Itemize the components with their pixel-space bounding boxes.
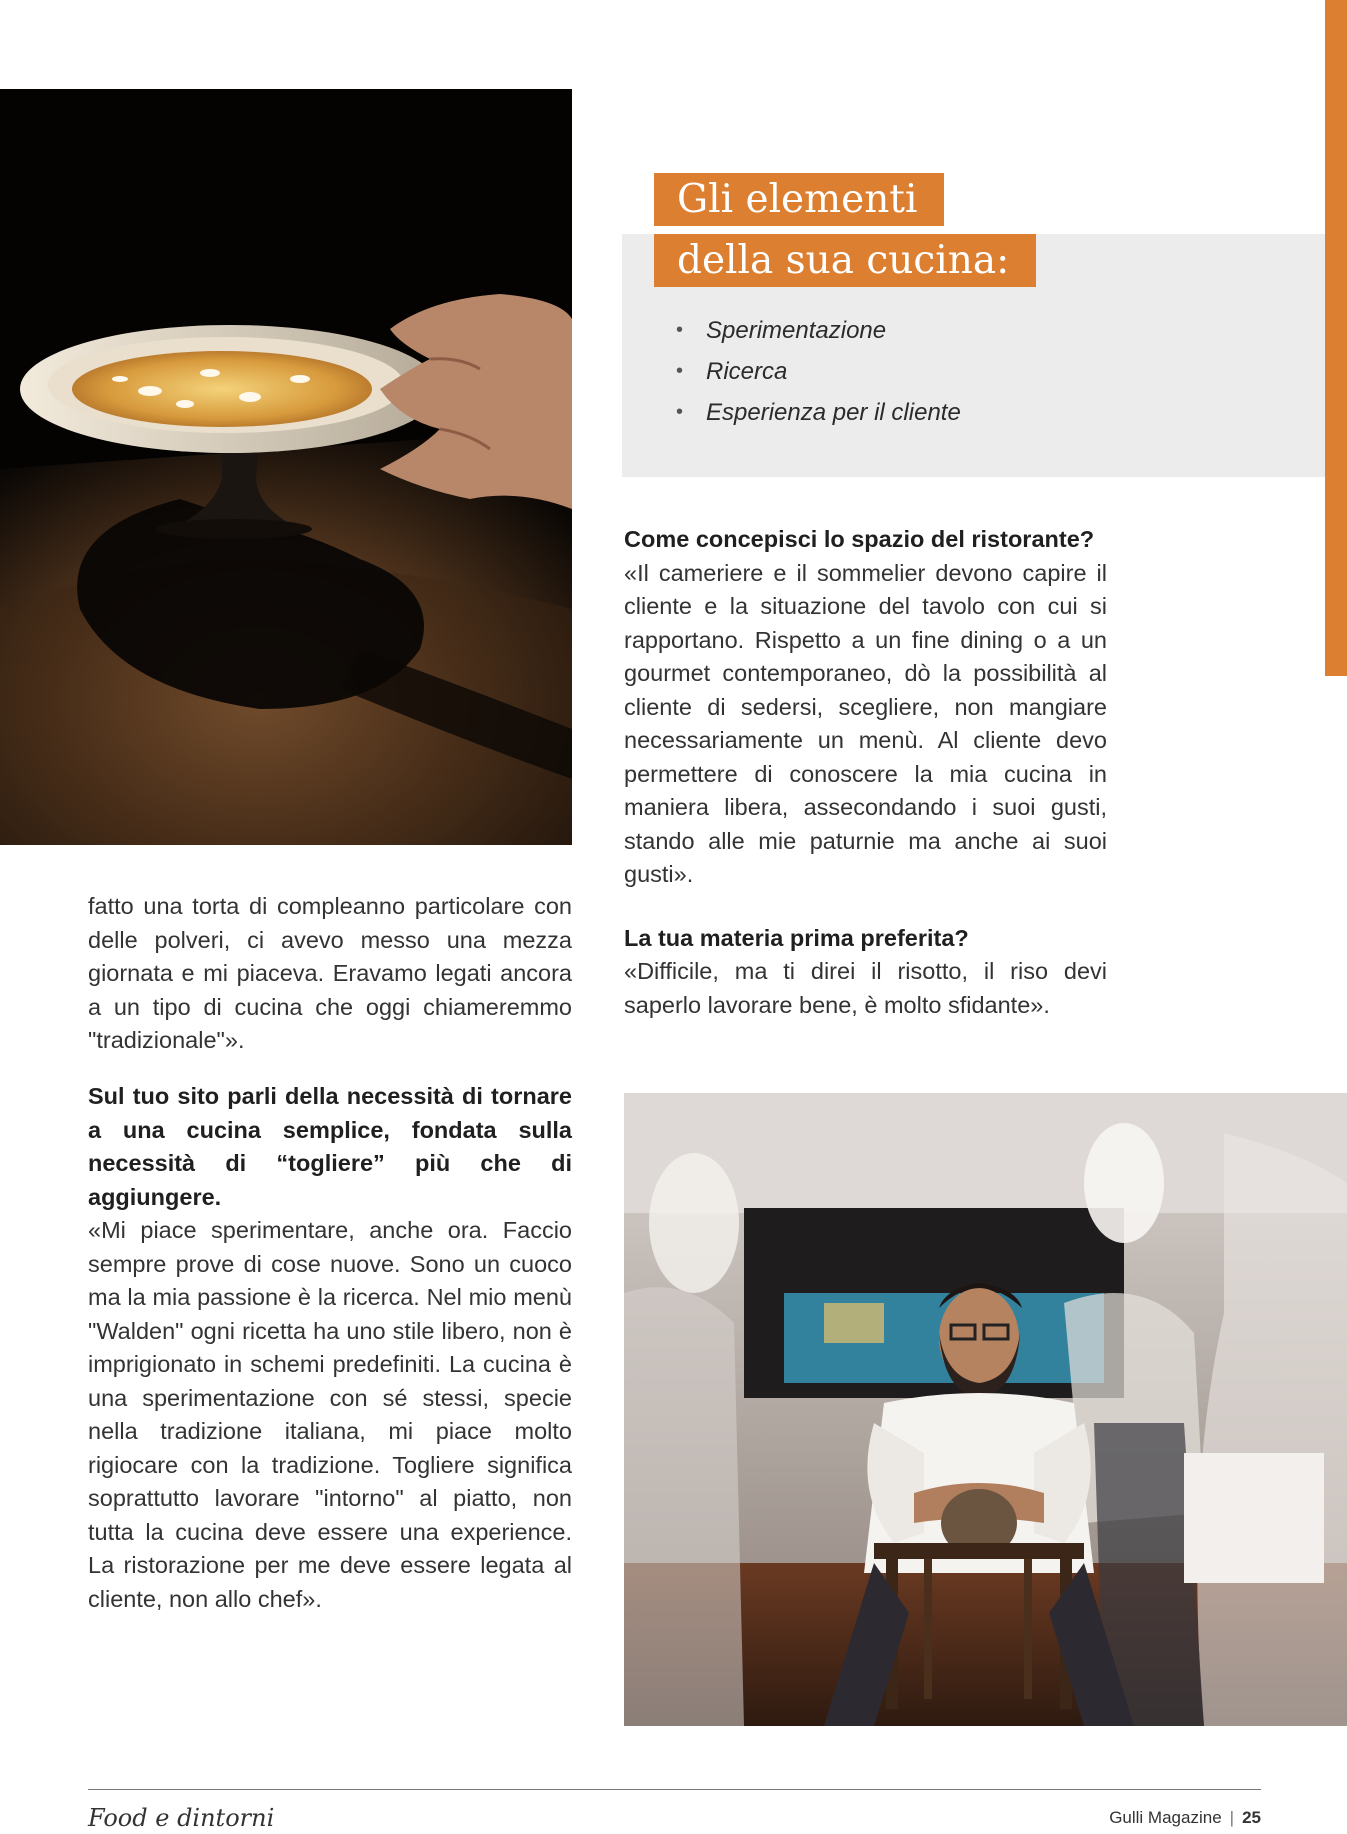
list-item: • Sperimentazione <box>676 310 961 351</box>
list-item: • Esperienza per il cliente <box>676 392 961 433</box>
elements-list <box>676 310 961 433</box>
chef-photo <box>624 1093 1347 1726</box>
answer-ingredient: «Difficile, ma ti direi il risotto, il riso devi saperlo lavorare bene, è molto sfidante». <box>624 958 1107 1018</box>
answer-simplicity: «Mi piace sperimentare, anche ora. Faccio sempre prove di cose nuove. Sono un cuoco ma la mia passione è la ricerca. Nel mio menù "Walden" ogni ricetta ha uno stile libero, non è imprigionato in schemi predefiniti. La cucina è una sperimentazione con sé stessi, specie nella tradizione italiana, mi piace molto rigiocare con la tradizione. Togliere significa soprattutto lavorare "intorno" al piatto, non tutta la cucina deve essere una experience. La ristorazione per me deve essere legata al cliente, non allo chef». <box>88 1217 572 1612</box>
question-ingredient: La tua materia prima preferita? <box>624 924 969 951</box>
box-title-text-1: Gli elementi <box>677 177 918 222</box>
page-footer <box>1109 1808 1261 1828</box>
magazine-name: Gulli Magazine <box>1109 1808 1222 1827</box>
right-column-text <box>624 523 1107 1022</box>
plate-photo <box>0 89 572 845</box>
box-title-text-2: della sua cucina: <box>677 238 1010 283</box>
continued-paragraph: fatto una torta di compleanno particolare con delle polveri, ci avevo messo una mezza giornata e mi piaceva. Eravamo legati ancora a un tipo di cucina che oggi chiameremmo "tradizionale"». <box>88 893 572 1053</box>
box-title-line-1 <box>654 173 944 226</box>
accent-side-bar <box>1325 0 1347 676</box>
section-name: Food e dintorni <box>88 1804 275 1832</box>
answer-space: «Il cameriere e il sommelier devono capire il cliente e la situazione del tavolo con cui si rapportano. Rispetto a un fine dining o a un gourmet contemporaneo, dò la possibilità al cliente di sedersi, scegliere, non mangiare necessariamente un menù. Al cliente devo permettere di conoscere la mia cucina in maniera libera, assecondando i suoi gusti, stando alle mie paturnie ma anche ai suoi gusti». <box>624 559 1107 887</box>
question-simplicity: Sul tuo sito parli della necessità di tornare a una cucina semplice, fondata sulla necessità di “togliere” più che di aggiungere. <box>88 1083 572 1210</box>
bullet-icon: • <box>676 319 684 341</box>
box-title-line-2 <box>654 234 1036 287</box>
page-number: 25 <box>1242 1808 1261 1827</box>
question-space: Come concepisci lo spazio del ristorante? <box>624 526 1095 552</box>
left-column-continued <box>88 890 572 1058</box>
footer-separator: | <box>1229 1808 1235 1827</box>
bullet-icon: • <box>676 360 684 382</box>
left-column-text <box>88 1080 572 1616</box>
bullet-icon: • <box>676 401 684 423</box>
list-item: • Ricerca <box>676 351 961 392</box>
footer-divider <box>88 1789 1261 1790</box>
